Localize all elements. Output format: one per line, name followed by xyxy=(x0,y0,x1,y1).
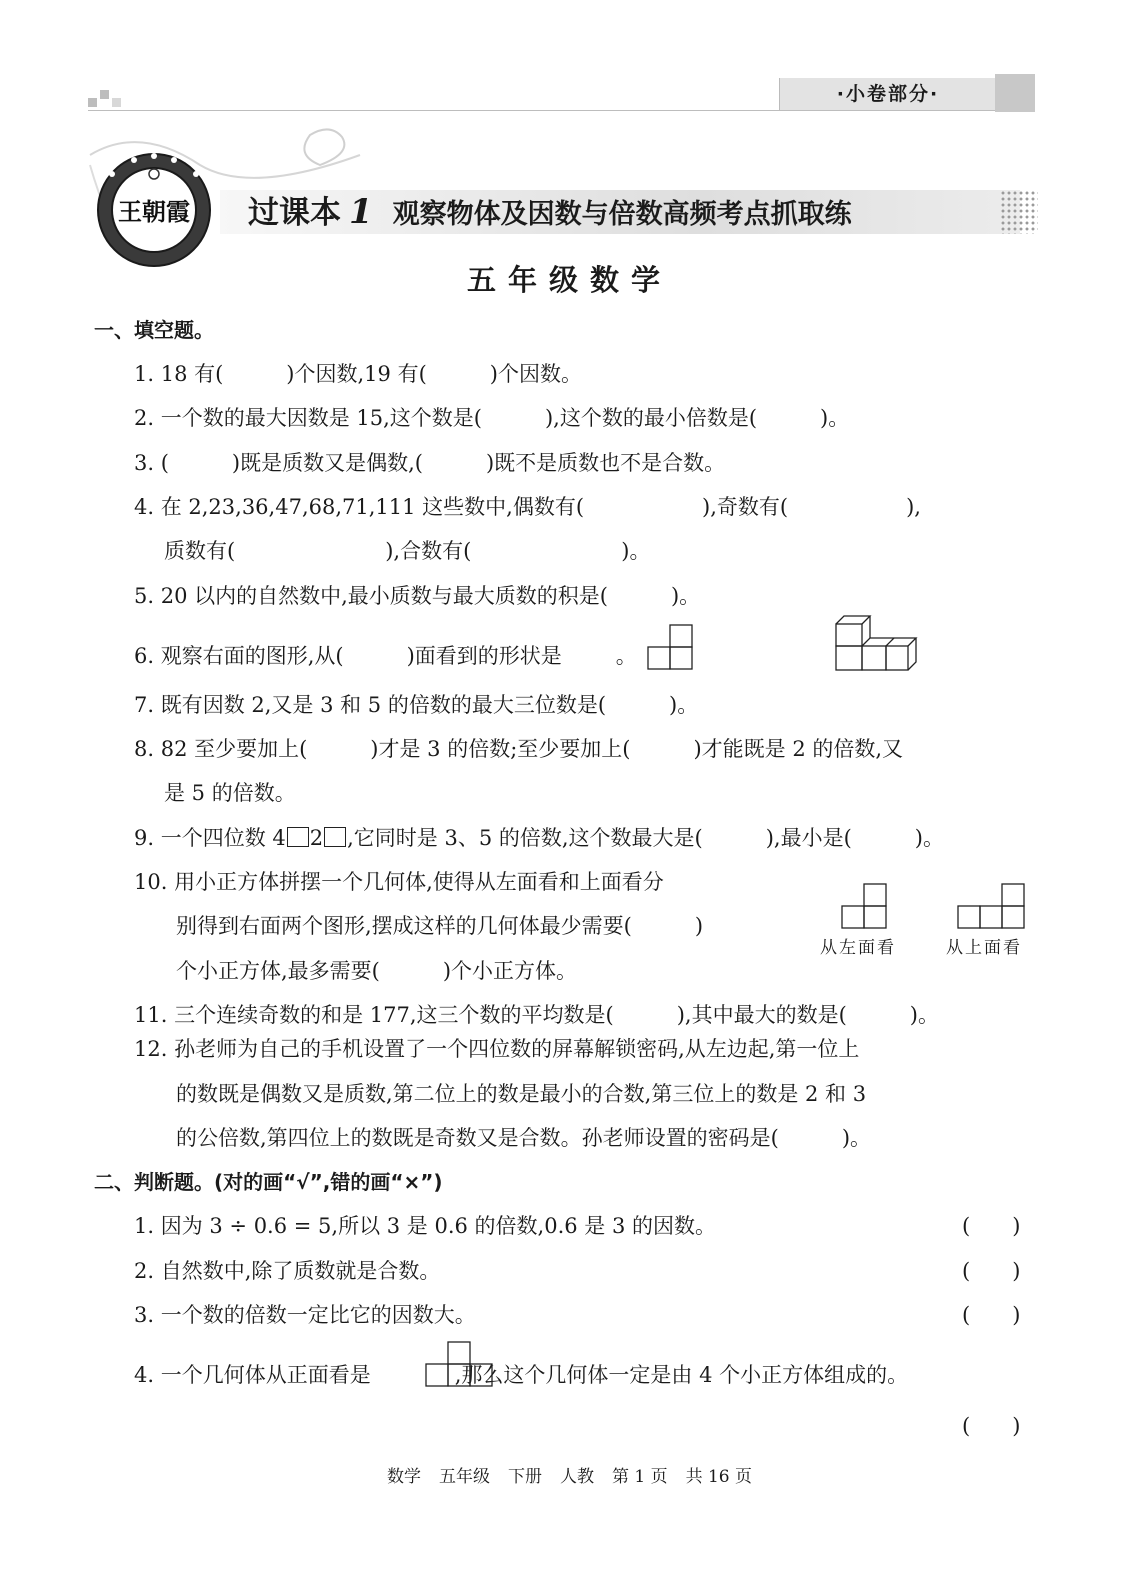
digit-box[interactable] xyxy=(324,827,346,847)
question-1-5: 5. 20 以内的自然数中,最小质数与最大质数的积是( )。 xyxy=(134,584,701,608)
question-1-12: 12. 孙老师为自己的手机设置了一个四位数的屏幕解锁密码,从左边起,第一位上 xyxy=(134,1037,860,1061)
banner-number: 1 xyxy=(349,192,373,232)
question-1-12-cont-2: 的公倍数,第四位上的数既是奇数又是合数。孙老师设置的密码是( )。 xyxy=(176,1126,872,1150)
digit-box[interactable] xyxy=(287,827,309,847)
banner-dots xyxy=(1000,190,1038,234)
footer-total: 共 16 页 xyxy=(685,1467,753,1487)
q4-text-b: ),奇数有( xyxy=(702,495,789,519)
answer-paren[interactable]: ( ) xyxy=(962,1303,1021,1327)
q6-cube-figure xyxy=(834,612,924,672)
tag-decoration xyxy=(995,74,1035,112)
q4-text-a: 4. 在 2,23,36,47,68,71,111 这些数中,偶数有( xyxy=(134,495,585,519)
corner-square xyxy=(88,98,97,107)
q6-view-shape xyxy=(648,624,698,670)
question-1-7: 7. 既有因数 2,又是 3 和 5 的倍数的最大三位数是( )。 xyxy=(134,693,699,717)
answer-paren[interactable]: ( ) xyxy=(962,1414,1021,1438)
logo-text: 王朝霞 xyxy=(118,197,190,226)
question-1-4-cont xyxy=(164,535,650,565)
brand-logo xyxy=(94,150,214,270)
q6-text-b: 。 xyxy=(615,644,637,668)
question-1-11: 11. 三个连续奇数的和是 177,这三个数的平均数是( ),其中最大的数是( )。 xyxy=(134,1003,939,1027)
corner-square xyxy=(100,90,109,99)
section-tag: ·小卷部分· xyxy=(779,78,996,110)
caption-top-view: 从上面看 xyxy=(946,938,1022,958)
q9-text-c: ,它同时是 3、5 的倍数,这个数最大是( ),最小是( )。 xyxy=(347,826,944,850)
q6-text-a: 6. 观察右面的图形,从( )面看到的形状是 xyxy=(134,644,562,668)
question-1-6 xyxy=(134,640,637,670)
corner-square xyxy=(112,98,121,107)
question-1-9 xyxy=(134,822,944,852)
footer-grade: 五年级 xyxy=(438,1467,490,1487)
question-2-1: 1. 因为 3 ÷ 0.6 = 5,所以 3 是 0.6 的倍数,0.6 是 3 的因数。 xyxy=(134,1214,716,1238)
banner-title xyxy=(248,190,852,237)
question-1-8-cont: 是 5 的倍数。 xyxy=(164,781,296,805)
caption-left-view: 从左面看 xyxy=(820,938,896,958)
q4-text-d: 质数有( xyxy=(164,539,236,563)
page-subject: 五年级数学 xyxy=(466,263,672,297)
question-1-10-cont-1: 别得到右面两个图形,摆成这样的几何体最少需要( ) xyxy=(176,914,704,938)
question-1-2: 2. 一个数的最大因数是 15,这个数是( ),这个数的最小倍数是( )。 xyxy=(134,406,850,430)
q4-text-c: ), xyxy=(906,495,921,519)
section-heading-fill-blank: 一、填空题。 xyxy=(94,318,214,342)
question-1-1: 1. 18 有( )个因数,19 有( )个因数。 xyxy=(134,362,582,386)
question-1-10: 10. 用小正方体拼摆一个几何体,使得从左面看和上面看分 xyxy=(134,870,664,894)
q4-text-e: ),合数有( xyxy=(385,539,472,563)
question-2-3: 3. 一个数的倍数一定比它的因数大。 xyxy=(134,1303,476,1327)
footer-page: 第 1 页 xyxy=(611,1467,668,1487)
banner-prefix: 过课本 xyxy=(248,195,341,231)
footer-subject: 数学 xyxy=(386,1467,421,1487)
banner-subtitle: 观察物体及因数与倍数高频考点抓取练 xyxy=(392,199,852,230)
q4-text-f: )。 xyxy=(621,539,651,563)
q10-top-view-figure xyxy=(956,882,1028,930)
q10-left-view-figure xyxy=(842,882,892,930)
question-2-4 xyxy=(134,1359,908,1389)
page-footer xyxy=(0,1462,1139,1487)
question-1-8: 8. 82 至少要加上( )才是 3 的倍数;至少要加上( )才能既是 2 的倍数,又 xyxy=(134,737,904,761)
question-1-4 xyxy=(134,491,921,521)
q2-4-text-b: ,那么这个几何体一定是由 4 个小正方体组成的。 xyxy=(454,1363,909,1387)
question-1-3: 3. ( )既是质数又是偶数,( )既不是质数也不是合数。 xyxy=(134,451,726,475)
answer-paren[interactable]: ( ) xyxy=(962,1214,1021,1238)
q2-4-text-a: 4. 一个几何体从正面看是 xyxy=(134,1363,371,1387)
q9-text-a: 9. 一个四位数 4 xyxy=(134,826,286,850)
question-2-2: 2. 自然数中,除了质数就是合数。 xyxy=(134,1259,441,1283)
header-rule xyxy=(88,110,1035,111)
answer-paren[interactable]: ( ) xyxy=(962,1259,1021,1283)
q9-text-b: 2 xyxy=(309,826,324,850)
question-1-12-cont-1: 的数既是偶数又是质数,第二位上的数是最小的合数,第三位上的数是 2 和 3 xyxy=(176,1082,867,1106)
section-heading-true-false: 二、判断题。(对的画“√”,错的画“×”) xyxy=(94,1170,443,1194)
question-1-10-cont-2: 个小正方体,最多需要( )个小正方体。 xyxy=(176,959,578,983)
footer-edition: 人教 xyxy=(559,1467,594,1487)
footer-volume: 下册 xyxy=(507,1467,542,1487)
q2-4-front-view-shape xyxy=(424,1340,496,1388)
